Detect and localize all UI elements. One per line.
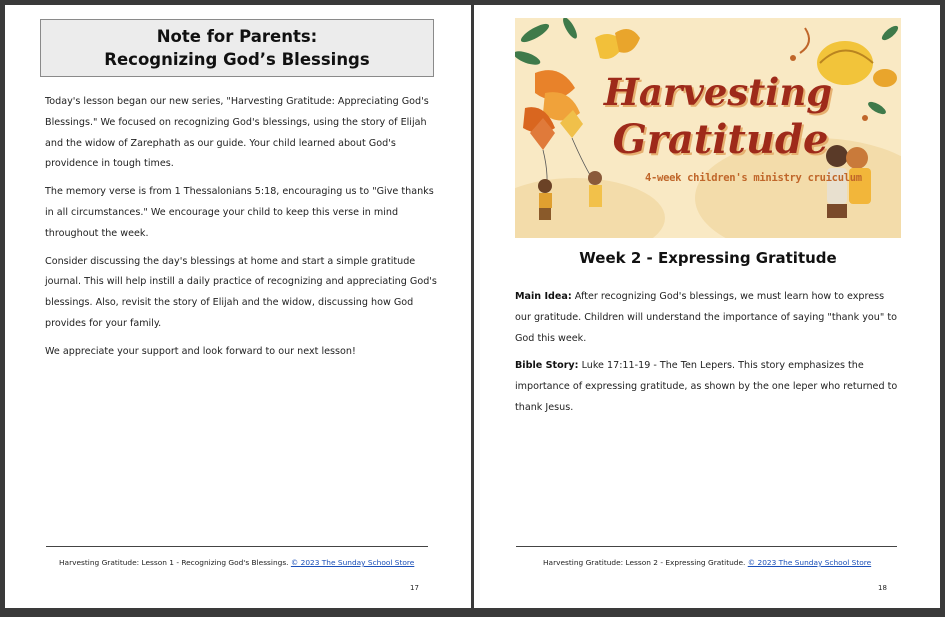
main-idea: [515, 287, 901, 349]
banner-title-line2: Gratitude: [612, 116, 829, 163]
page-18: [474, 5, 940, 608]
footer-divider: [516, 546, 897, 547]
note-title-line2: Recognizing God’s Blessings: [104, 50, 370, 69]
paragraph: Today's lesson began our new series, "Harvesting Gratitude: Appreciating God's Blessings." We focused on recognizing God's blessings, using the story of Elijah and the widow of Zarephath as our guide. Your child learned about God's providence in tough times.: [45, 96, 429, 170]
note-title-box: [40, 19, 434, 77]
bible-story-text: Luke 17:11-19 - The Ten Lepers. This story emphasizes the importance of expressing gratitude, as shown by the one leper who returned to thank Jesus.: [515, 360, 898, 413]
harvesting-gratitude-banner: [515, 18, 901, 238]
note-body: [45, 92, 437, 370]
banner-title-line1: Harvesting: [603, 70, 833, 114]
page-number: 18: [878, 584, 887, 592]
main-idea-label: Main Idea:: [515, 291, 572, 302]
paragraph: Consider discussing the day's blessings at home and start a simple gratitude journal. This will help instill a daily practice of recognizing and appreciating God's blessings. Also, revisit the story of Elijah and the widow, discussing how God provides for your family.: [45, 255, 437, 329]
footer-text: Harvesting Gratitude: Lesson 2 - Expressing Gratitude.: [543, 558, 746, 567]
week-title: Week 2 - Expressing Gratitude: [579, 249, 837, 267]
page-17: [5, 5, 471, 608]
footer: [543, 558, 871, 567]
paragraph: The memory verse is from 1 Thessalonians 5:18, encouraging us to "Give thanks in all circumstances." We encourage your child to keep this verse in mind throughout the week.: [45, 186, 434, 239]
page-number: 17: [410, 584, 419, 592]
banner-subtitle: 4-week children's ministry cruiculum: [645, 172, 862, 184]
copyright-link[interactable]: © 2023 The Sunday School Store: [747, 558, 872, 567]
lesson-body: [515, 287, 901, 426]
copyright-link[interactable]: © 2023 The Sunday School Store: [290, 558, 415, 567]
bible-story-label: Bible Story:: [515, 360, 579, 372]
footer-divider: [46, 546, 428, 547]
paragraph: We appreciate your support and look forward to our next lesson!: [45, 345, 356, 357]
main-idea-text: After recognizing God's blessings, we must learn how to express our gratitude. Children will understand the importance of saying "thank you" to God this week.: [515, 291, 897, 344]
leaves-top-left: [515, 18, 579, 67]
note-title-line1: Note for Parents:: [156, 27, 318, 46]
footer: [59, 558, 414, 567]
bible-story: [515, 356, 901, 418]
footer-text: Harvesting Gratitude: Lesson 1 - Recognizing God's Blessings.: [59, 558, 289, 567]
